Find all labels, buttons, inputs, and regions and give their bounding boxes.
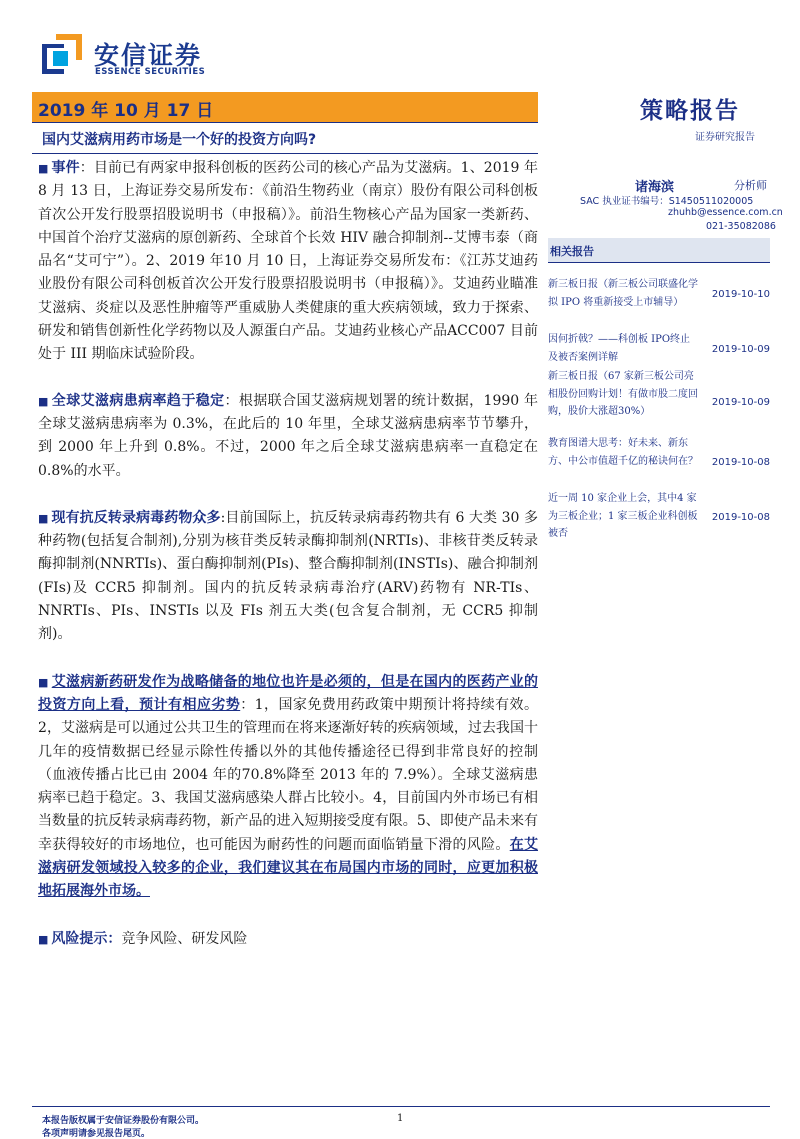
related-report-date: 2019-10-08 (711, 512, 770, 523)
related-report-title: 教育图谱大思考：好未来、新东方、中公市值超千亿的秘诀何在？ (548, 438, 698, 467)
analyst-sac: SAC 执业证书编号：S1450511020005 (580, 196, 754, 207)
paragraph-drugs (38, 507, 538, 647)
page-number: 1 (397, 1113, 404, 1124)
paragraph-lead: 事件 (51, 160, 80, 176)
analyst-role: 分析师 (734, 179, 767, 192)
analyst-phone: 021-35082086 (706, 221, 776, 232)
report-body (38, 157, 538, 951)
company-name-en: ESSENCE SECURITIES (95, 67, 206, 77)
company-logo (42, 34, 242, 84)
report-title: 国内艾滋病用药市场是一个好的投资方向吗? (42, 132, 317, 148)
paragraph-risk (38, 928, 538, 951)
date-banner (32, 92, 538, 122)
report-date: 2019 年 10 月 17 日 (38, 101, 214, 121)
paragraph-prevalence (38, 390, 538, 483)
divider (32, 153, 538, 154)
square-bullet-icon: ■ (38, 162, 49, 175)
square-bullet-icon: ■ (38, 675, 49, 689)
paragraph-lead: 艾滋病新药研发作为战略储备的地位也许是必须的，但是在国内的医药产业的投资方向上看，预计有相应劣势 (38, 673, 538, 713)
analyst-email[interactable]: zhuhb@essence.com.cn (668, 207, 783, 218)
paragraph-text: 竞争风险、研发风险 (121, 930, 248, 947)
paragraph-event (38, 157, 538, 367)
related-reports-title: 相关报告 (550, 245, 594, 258)
company-name-cn: 安信证券 (94, 41, 203, 70)
paragraph-text: ：根据联合国艾滋病规划署的统计数据，1990 年全球艾滋病患病率为 0.3%，在此后的 10 年里，全球艾滋病患病率节节攀升，到 2000 年上升到 0.8%。不过，2000 年之后全球艾滋病患病率一直稳定在 0.8%的水平。 (38, 392, 539, 479)
related-report-item[interactable] (548, 276, 770, 311)
related-report-item[interactable] (548, 368, 770, 421)
paragraph-lead: 全球艾滋病患病率趋于稳定 (51, 392, 225, 409)
related-report-item[interactable] (548, 435, 770, 470)
report-subtype: 证券研究报告 (695, 132, 755, 143)
footer-copyright: 本报告版权属于安信证券股份有限公司。 (42, 1116, 205, 1126)
paragraph-highlight: 在艾滋病研发领域投入较多的企业，我们建议其在布局国内市场的同时，应更加积极地拓展海外市场。 (38, 836, 539, 900)
related-report-title: 近一周 10 家企业上会，其中4 家为三板企业；1 家三板企业科创板被否 (548, 493, 698, 540)
related-report-date: 2019-10-08 (711, 457, 770, 468)
related-report-date: 2019-10-10 (711, 289, 770, 300)
divider (32, 122, 538, 123)
essence-logo-icon (42, 34, 82, 74)
related-report-title: 新三板日报（新三板公司联盛化学拟 IPO 将重新接受上市辅导） (548, 279, 698, 308)
related-report-item[interactable] (548, 331, 770, 366)
paragraph-text: ：1，国家免费用药政策中期预计将持续有效。2，艾滋病是可以通过公共卫生的管理而在将来逐渐好转的疾病领域，过去我国十几年的疫情数据已经显示除性传播以外的其他传播途径已得到非常良好的控制（血液传播占比已由 2004 年的70.8%降至 2013 年的 7.9%）。全球艾滋病患病率已趋于稳定。3、我国艾滋病感染人群占比较小。4，目前国内外市场已有相当数量的抗反转录病毒药物，新产品的进入短期接受度有限。5、即使产品未来有幸获得较好的市场地位，也可能因为耐药性的问题而面临销量下滑的风险。 (38, 696, 539, 853)
square-bullet-icon: ■ (38, 932, 49, 946)
related-report-title: 新三板日报（67 家新三板公司亮相股份回购计划！有做市股二度回购，股价大涨超30%） (548, 371, 698, 418)
square-bullet-icon: ■ (38, 394, 49, 408)
related-report-title: 因何折戟？——科创板 IPO终止及被否案例详解 (548, 334, 691, 363)
related-report-item[interactable] (548, 490, 770, 543)
paragraph-text: :目前国际上，抗反转录病毒药物共有 6 大类 30 多种药物(包括复合制剂),分别为核苷类反转录酶抑制剂(NRTIs)、非核苷类反转录酶抑制剂(NNRTIs)、蛋白酶抑制剂(PIs)、整合酶抑制剂(INSTIs)、融合抑制剂(FIs)及 CCR5 抑制剂。国内的抗反转录病毒治疗(ARV)药物有 NR-TIs、NNRTIs、PIs、INSTIs 以及 FIs 剂五大类(包含复合制剂，无 CCR5 抑制剂)。 (38, 509, 538, 643)
related-reports-header (548, 238, 770, 263)
footer-disclaimer: 各项声明请参见报告尾页。 (42, 1129, 151, 1139)
paragraph-text: ：目前已有两家申报科创板的医药公司的核心产品为艾滋病。1、2019 年 8 月 13 日，上海证券交易所发布：《前沿生物药业（南京）股份有限公司科创板首次公开发行股票招股说明书（申报稿）》。前沿生物核心产品为国家一类新药、中国首个治疗艾滋病的原创新药、全球首个长效 HIV 融合抑制剂--艾博韦泰（商品名“艾可宁”）。2、2019 年10 月 10 日，上海证券交易所发布：《江苏艾迪药业股份有限公司科创板首次公开发行股票招股说明书（申报稿）》。艾迪药业瞄准艾滋病、炎症以及恶性肿瘤等严重威胁人类健康的重大疾病领域，致力于探索、研发和销售创新性化学药物以及人源蛋白产品。艾迪药业核心产品ACC007 目前处于 III 期临床试验阶段。 (38, 160, 538, 363)
paragraph-lead: 现有抗反转录病毒药物众多 (51, 509, 221, 526)
square-bullet-icon: ■ (38, 511, 49, 525)
related-report-date: 2019-10-09 (711, 344, 770, 355)
analyst-name: 诸海滨 (635, 180, 675, 195)
report-type: 策略报告 (640, 98, 740, 124)
paragraph-lead: 风险提示： (51, 930, 122, 947)
footer-divider (32, 1106, 770, 1107)
related-report-date: 2019-10-09 (711, 397, 770, 408)
paragraph-investment (38, 671, 538, 904)
